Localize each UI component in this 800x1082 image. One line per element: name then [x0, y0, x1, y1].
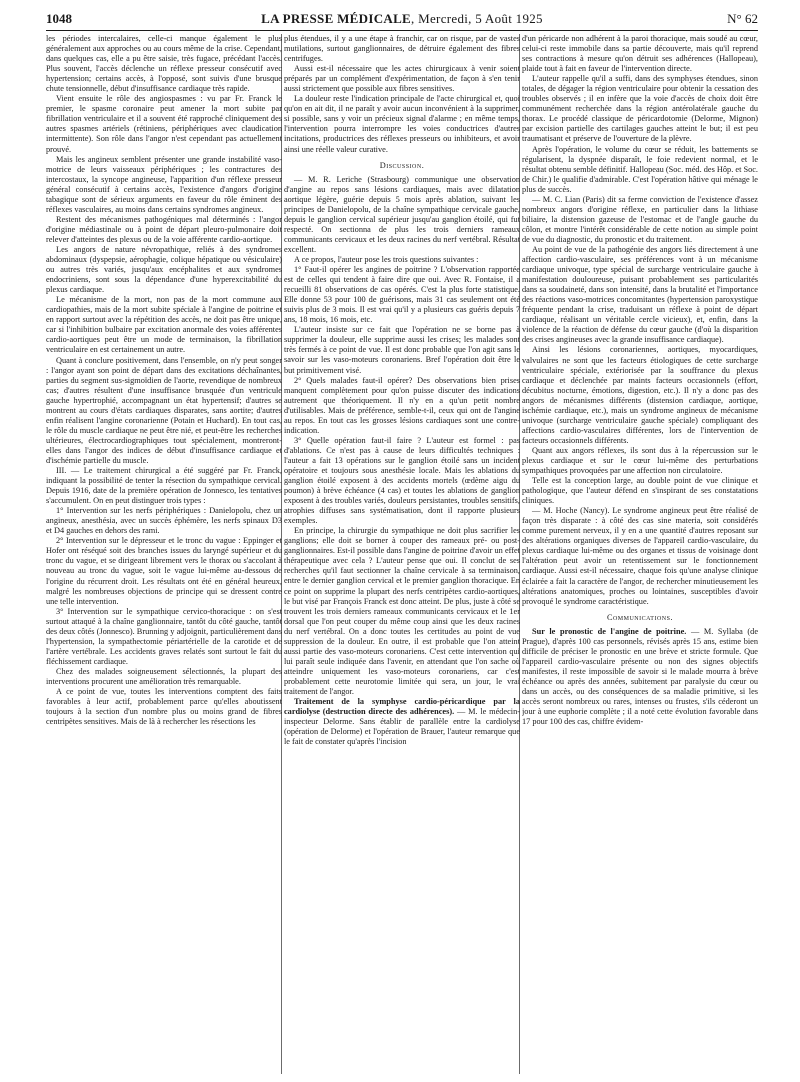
paragraph: 3° Intervention sur le sympathique cervico-thoracique : on s'est surtout attaqué à la chaîne ganglionnaire, tantôt du côté gauche, tantôt des deux côtés (Jonnesco). Brunning y adjoignit, particulièrement dans l'hypertension, la sympathectomie périartérielle de la carotide et de l'artère vertébrale. Les accidents graves relatés sont surtout le fait du fléchissement cardiaque.: [46, 606, 282, 666]
paragraph: — M. Hoche (Nancy). Le syndrome angineux peut être réalisé de façon très disparate : à côté des cas sine materia, soit considérés comme purement nerveux, il y en a une quantité d'autres reposant sur des altérations organiques diverses de l'appareil cardio-vasculaire, du plexus cardiaque lui-même ou des organes et tissus de voisinage dont l'altération peut avoir un retentissement sur le fonctionnement cardiaque. Aussi est-il nécessaire, chaque fois qu'une analyse clinique éclairée a fait la caractère de l'angor, de rechercher minutieusement les altérations anatomiques, proches ou lointaines, susceptibles d'avoir provoqué le syndrome caractéristique.: [522, 506, 758, 606]
treatment-paragraph: [284, 697, 520, 747]
page-number: 1048: [46, 11, 72, 26]
paragraph: Au point de vue de la pathogénie des angors liés directement à une affection cardio-vasculaire, ses préférences vont à un mécanisme cardiaque univoque, type spécial de surcharge ventriculaire gauche à manifestation douloureuse, puisant probablement ses particularités dans sa soudaineté, dans son intensité, dans la brutalité et l'importance des réactions vaso-motrices concomitantes (hypertension paroxystique fréquente pendant la crise, traduisant un réflexe à point de départ cardiaque, réalisant un véritable cercle vicieux), et, enfin, dans la violence de la réaction de défense du cœur gauche (d'où la disparition des crises angineuses avec la grande insuffisance cardiaque).: [522, 244, 758, 345]
paragraph: d'un péricarde non adhérent à la paroi thoracique, mais soudé au cœur, celui-ci reste immobile dans sa partie découverte, mais qu'il reprend ses contractions à mesure qu'on détruit ses adhérences (Hallopeau), plaide tout à fait en faveur de l'intervention directe.: [522, 34, 758, 74]
paragraph: L'auteur insiste sur ce fait que l'opération ne se borne pas à supprimer la douleur, elle supprime aussi les crises; les malades sont très fermés à ce point de vue. Il est donc probable que l'on agit sans le savoir sur les vaso-moteurs coronariens. Bref l'opération doit être le but primitivement visé.: [284, 325, 520, 375]
paragraph: Vient ensuite le rôle des angiospasmes : vu par Fr. Franck le premier, le spasme coronaire peut amener la mort subite par fibrillation ventriculaire et il a souvent été rapproché cliniquement des autres spasmes artériels (rétiniens, périphériques avec claudication intermittente). Son rôle dans l'angor n'est cependant pas actuellement prouvé.: [46, 94, 282, 154]
prognosis-title: Sur le pronostic de l'angine de poitrine.: [532, 626, 687, 636]
discussion-heading: Discussion.: [379, 160, 425, 170]
communications-heading: Communications.: [606, 612, 674, 622]
paragraph: La douleur reste l'indication principale de l'acte chirurgical et, quoi qu'on en ait dit, il ne paraît y avoir aucun inconvénient à la supprimer, si possible, sans y voir un précieux signal d'alarme ; en même temps, l'intervention pourra interrompre les voies conductrices d'autres incitations, productrices des réflexes presseurs ou inhibiteurs, et avoir ainsi une réelle valeur curative.: [284, 94, 520, 154]
paragraph: 2° Quels malades faut-il opérer? Des observations bien prises manquent complètement pour qu'on puisse discuter des indications autrement que théoriquement. Il n'y en a qu'un petit nombre d'utilisables. Mais de préférence, semble-t-il, ceux qui ont de l'angine au repos. En tout cas les grosses lésions cardiaques sont une contre-indication.: [284, 375, 520, 435]
journal-title: [46, 8, 758, 30]
paragraph: 1° Faut-il opérer les angines de poitrine ? L'observation rapportée est de celles qui tendent à faire dire que oui. Avec R. Fontaise, il a recueilli 81 observations de cas opérés. C'est la plus forte statistique. Elle donne 53 pour 100 de guérisons, mais 31 cas seulement ont été suivis plus de 3 mois. Il est vrai qu'il y a plusieurs cas guéris depuis 7 ans, 18 mois, 16 mois, etc.: [284, 265, 520, 325]
treatment-title: Traitement de la symphyse cardio-péricardique par la cardiolyse (destruction directe des adhérences).: [284, 697, 520, 717]
paragraph: 3° Quelle opération faut-il faire ? L'auteur est formel : pas d'ablations. Ce n'est pas à cause de leurs difficultés techniques : l'auteur a fait 13 opérations sur le ganglion étoilé sans un incident opératoire et toujours sous anesthésie locale. Mais les ablations du ganglion étoilé exposent à des accidents mortels (œdème aigu du poumon) à brève échéance (4 cas) et toutes les ablations de ganglion exposent à des troubles variés, douleurs persistantes, troubles sensitifs, atrophies diffuses sans systématisation, dont il rapporte plusieurs exemples.: [284, 435, 520, 526]
paragraph: — M. C. Lian (Paris) dit sa ferme conviction de l'existence d'assez nombreux angors d'origine réflexe, en particulier dans la lithiase biliaire, la distension gazeuse de l'estomac et de l'angle gauche du côlon, et montre l'intérêt considérable de cette notion au simple point de vue du diagnostic, du pronostic et du traitement.: [522, 194, 758, 244]
paragraph: A ce propos, l'auteur pose les trois questions suivantes :: [294, 254, 479, 264]
paragraph: L'auteur rappelle qu'il a suffi, dans des symphyses étendues, sinon totales, de dégager la région ventriculaire pour obtenir la cessation des troubles observés ; il en infère que la voie d'accès de choix doit être communément recherchée dans la région antérolatérale gauche du thorax. Le procédé classique de péricardotomie (Delorme, Mignon) par excision partielle des cartilages gauches atteint le but; il est peu traumatisant et préserve de l'ouverture de la plèvre.: [522, 74, 758, 144]
column-left: [46, 34, 282, 1074]
paragraph: Quant aux angors réflexes, ils sont dus à la répercussion sur le plexus cardiaque et sur le cœur lui-même des perturbations sympathiques provoquées par une affection non circulatoire.: [522, 445, 758, 476]
paragraph: — M. R. Leriche (Strasbourg) communique une observation d'angine au repos sans lésions cardiaques, mais avec dilatation aortique légère, guérie depuis 5 mois après ablation, suivant les principes de Danielopolu, de la chaîne sympathique cervicale gauche, depuis le ganglion cervical supérieur jusqu'au ganglion étoilé, qui fut respecté. On sectionna de plus les trois derniers rameaux communicants cervicaux et les deux racines du nerf vertébral. Résultat excellent.: [284, 174, 520, 254]
paragraph: plus étendues, il y a une étape à franchir, car on risque, par de vastes mutilations, surtout ganglionnaires, de détruire également des fibres centrifuges.: [284, 34, 520, 64]
paragraph: Le mécanisme de la mort, non pas de la mort commune aux cardiopathies, mais de la mort subite spéciale à l'angine de poitrine et en rapport surtout avec la répétition des accès, ne doit pas être unique, car si l'inhibition bulbaire par excitation anormale des voies afférentes cardio-aortiques peut être un mode de terminaison, la fibrillation ventriculaire en est certainement un autre.: [46, 295, 282, 355]
prognosis-paragraph: [522, 627, 758, 727]
journal-name: LA PRESSE MÉDICALE: [261, 11, 412, 26]
paragraph: Ainsi les lésions coronariennes, aortiques, myocardiques, valvulaires ne sont que les facteurs étiologiques de cette surcharge ventriculaire spéciale, extériorisée par la souffrance du plexus cardiaque et déclenchée par maints facteurs occasionnels (effort, décubitus nocturne, émotions, digestion, etc.). Il n'y a donc pas des angors de mécanismes différents (distension cardiaque, aortique, ischémie cardiaque, etc.), mais un syndrome angineux de mécanisme univoque (surcharge ventriculaire gauche spéciale) compliquant des affections cardio-vasculaires différentes, lors de l'intervention de facteurs occasionnels différents.: [522, 345, 758, 445]
paragraph: Quant à conclure positivement, dans l'ensemble, on n'y peut songer : l'angor ayant son point de départ dans des excitations déchaînantes, parties du segment sus-sigmoïdien de l'aorte, revendique de nombreux cas; d'autres résultent d'une insuffisance brusquée d'un ventricule gauche hypertrophié, accompagnant un état hypertensif; d'autres se montrent au cours d'états cardiaques disparates, sans aortite; d'autres enfin réalisent l'angine coronarienne (Potain et Huchard). En tout cas, le rôle du muscle cardiaque ne peut être nié, et peut-être les recherches ultérieures, électrocardiographiques tout spécialement, montreront-elles dans l'angor des indices de début d'insuffisance cardiaque et d'ischémie partielle du muscle.: [46, 355, 282, 465]
column-right: [522, 34, 758, 1074]
treatment-text: — M. le médecin-inspecteur Delorme. Sans établir de parallèle entre la cardiolyse (opération de Delorme) et l'opération de Brauer, l'auteur remarque que le fait de constater qu'après l'incision: [284, 707, 520, 747]
paragraph: Les angors de nature névropathique, reliés à des syndromes abdominaux (dyspepsie, aérophagie, colique hépatique ou vésiculaire) ou autres très variés, jusqu'aux encéphalites et aux syndromes endocriniens, sont sous la dépendance d'une hyperexcitabilité du plexus cardiaque.: [46, 244, 282, 295]
paragraph: 2° Intervention sur le dépresseur et le tronc du vague : Eppinger et Hofer ont réséqué soit des branches issues du laryngé supérieur et du tronc du vague, et se dirigeant librement vers le thorax ou s'accolant à nouveau au tronc du vague, soit le vague lui-même au-dessous de l'origine du récurrent droit. Les résultats ont été en général heureux, malgré les nombreuses objections de principe qui se dressent contre une telle intervention.: [46, 536, 282, 606]
issue-date: , Mercredi, 5 Août 1925: [411, 11, 543, 26]
paragraph: Chez des malades soigneusement sélectionnés, la plupart des interventions procurent une amélioration très remarquable.: [46, 666, 282, 686]
paragraph: Restent des mécanismes pathogéniques mal déterminés : l'angor d'origine médiastinale ou à point de départ pleuro-pulmonaire doit relever d'atteintes des plexus ou de la voie afférente cardio-aortique.: [46, 214, 282, 244]
prognosis-text: — M. Syllaba (de Prague), d'après 100 cas personnels, révisés après 15 ans, estime bien difficile de préciser le pronostic en une brève et stricte formule. Que l'appareil cardio-vasculaire présente ou non des signes objectifs manifestes, il reste impossible de savoir si le malade mourra à brève échéance ou après des années, subitement par paralysie du cœur ou dans un accès, ou des conséquences de sa maladie primitive, si les accès seront nombreux ou rares, intenses ou frustes, s'ils céderont un jour à une euphorie complète ; il a noté cette évolution favorable dans 17 pour 100 des cas, chiffre évidem-: [522, 626, 758, 727]
section-three-paragraph: III. — Le traitement chirurgical a été suggéré par Fr. Franck, indiquant la possibilité de tenter la résection du sympathique cervical. Depuis 1916, date de la première opération de Jonnesco, les tentatives s'accumulent. On en peut distinguer trois types :: [46, 466, 282, 506]
issue-number: N° 62: [727, 11, 758, 26]
paragraph: A ce point de vue, toutes les interventions comptent des faits favorables à leur actif, probablement parce qu'elles aboutissent toujours à la section d'un nombre plus ou moins grand de fibres centripètes sensitives. Mais de là à rechercher les résections les: [46, 687, 282, 727]
paragraph: Telle est la conception large, au double point de vue clinique et pathologique, que l'auteur défend en s'inspirant de ses constatations cliniques.: [522, 476, 758, 506]
paragraph: les périodes intercalaires, celle-ci manque également le plus généralement aux approches ou au cours même de la crise. Cependant, dans quelques cas, elle a pu être saisie, très fugace, précédant l'accès. Plus souvent, l'accès déclenche un réflexe presseur consécutif avec hypertension; certains accès, à l'opposé, sont suivis d'une brusque chute tensionnelle, début d'insuffisance cardiaque très rapide.: [46, 34, 282, 94]
paragraph: En principe, la chirurgie du sympathique ne doit plus sacrifier les ganglions; elle doit se borner à couper des rameaux pré- ou post-ganglionnaires. Est-il possible dans l'angine de poitrine d'avoir un effet thérapeutique avec cela ? L'auteur pense que oui. Il conclut de ses recherches qu'il faut sectionner la chaîne cervicale à sa terminaison, entre le dernier ganglion cervical et le premier ganglion thoracique. En ce point on supprime la plupart des nerfs centripètes cardio-aortiques, le but visé par François Franck est donc atteint. De plus, juste à côté se trouvent les trois derniers rameaux communicants cervicaux et le 1er dorsal que l'on peut couper du même coup ainsi que les deux racines du nerf vertébral. On a donc toutes les certitudes au point de vue suppression de la douleur. En outre, il est probable que l'on atteint aussi partie des vaso-moteurs coronariens. C'est cette intervention qui lui paraît seule indiquée dans l'avenir, en attendant que l'on sache où atteindre uniquement les vaso-moteurs coronariens, car c'est probablement cette neurotomie limitée qui sera, un jour, le vrai traitement de l'angor.: [284, 526, 520, 696]
column-middle: [284, 34, 520, 1074]
paragraph: 1° Intervention sur les nerfs périphériques : Danielopolu, chez un angineux, anesthésia, avec un succès éphémère, les nerfs spinaux D3 et D4 gauches en dehors des rami.: [46, 506, 282, 536]
paragraph: Après l'opération, le volume du cœur se réduit, les battements se régularisent, la dyspnée disparaît, le foie redevient normal, et le résultat obtenu semble définitif. Hallopeau (Soc. méd. des Hôp. et Soc. de Chir.) le qualifie d'admirable. C'est l'opération hâtive qui ménage le plus de succès.: [522, 144, 758, 194]
paragraph: Aussi est-il nécessaire que les actes chirurgicaux à venir soient préparés par un complément d'expérimentation, de façon à s'en tenir aussi strictement que possible aux fibres sensitives.: [284, 64, 520, 94]
paragraph: Mais les angineux semblent présenter une grande instabilité vaso-motrice de leurs vaisseaux périphériques ; les contractures des intercostaux, la syncope angineuse, l'apparition d'un réflexe presseur général consécutif à certains accès, l'existence d'angors d'origine tabagique sont de sérieux arguments en faveur du rôle éminent des réflexes vasculaires, au moins dans certains syndromes angineux.: [46, 154, 282, 214]
page-header: [46, 8, 758, 31]
